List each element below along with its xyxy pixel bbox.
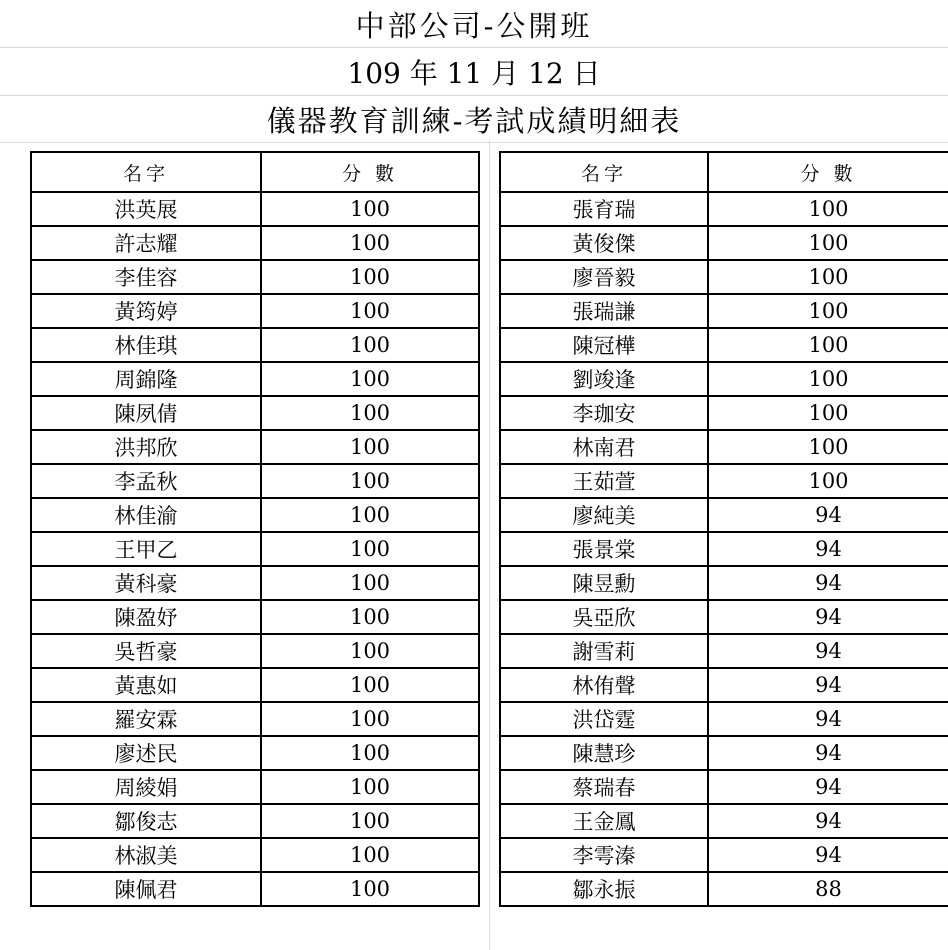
student-name-cell: 林侑聲 xyxy=(500,668,708,702)
table-row xyxy=(31,260,479,294)
table-row xyxy=(500,736,948,770)
table-row xyxy=(31,872,479,906)
date-line: 109 年 11 月 12 日 xyxy=(347,57,601,90)
student-name-cell: 黃科豪 xyxy=(31,566,261,600)
table-row xyxy=(500,702,948,736)
score-cell: 94 xyxy=(708,838,948,872)
student-name-cell: 黃惠如 xyxy=(31,668,261,702)
student-name-cell: 張瑞謙 xyxy=(500,294,708,328)
score-cell: 100 xyxy=(708,260,948,294)
score-cell: 94 xyxy=(708,498,948,532)
student-name-cell: 李孟秋 xyxy=(31,464,261,498)
student-name-cell: 林佳渝 xyxy=(31,498,261,532)
score-cell: 94 xyxy=(708,532,948,566)
score-cell: 100 xyxy=(708,362,948,396)
table-row xyxy=(31,464,479,498)
student-name-cell: 王茹萱 xyxy=(500,464,708,498)
student-name-cell: 廖晉毅 xyxy=(500,260,708,294)
student-name-cell: 李佳容 xyxy=(31,260,261,294)
score-cell: 100 xyxy=(708,430,948,464)
table-row xyxy=(31,532,479,566)
student-name-cell: 林南君 xyxy=(500,430,708,464)
table-row xyxy=(500,362,948,396)
score-cell: 100 xyxy=(708,328,948,362)
score-cell: 100 xyxy=(261,328,479,362)
table-row xyxy=(500,294,948,328)
score-cell: 94 xyxy=(708,600,948,634)
table-row xyxy=(31,498,479,532)
score-cell: 100 xyxy=(261,192,479,226)
student-name-cell: 許志耀 xyxy=(31,226,261,260)
student-name-cell: 林淑美 xyxy=(31,838,261,872)
score-cell: 100 xyxy=(708,396,948,430)
table-row xyxy=(31,736,479,770)
score-cell: 94 xyxy=(708,736,948,770)
table-row xyxy=(500,328,948,362)
score-cell: 94 xyxy=(708,804,948,838)
score-cell: 100 xyxy=(708,192,948,226)
table-header-row xyxy=(31,152,479,192)
table-row xyxy=(500,464,948,498)
table-row xyxy=(500,804,948,838)
student-name-cell: 王金鳳 xyxy=(500,804,708,838)
student-name-cell: 周綾娟 xyxy=(31,770,261,804)
student-name-cell: 周錦隆 xyxy=(31,362,261,396)
table-row xyxy=(31,804,479,838)
student-name-cell: 陳慧珍 xyxy=(500,736,708,770)
student-name-cell: 張育瑞 xyxy=(500,192,708,226)
table-row xyxy=(31,192,479,226)
table-row xyxy=(500,226,948,260)
student-name-cell: 黃俊傑 xyxy=(500,226,708,260)
score-cell: 100 xyxy=(261,566,479,600)
student-name-cell: 洪岱霆 xyxy=(500,702,708,736)
score-cell: 94 xyxy=(708,702,948,736)
score-cell: 94 xyxy=(708,634,948,668)
student-name-cell: 鄒永振 xyxy=(500,872,708,906)
student-name-cell: 劉竣逢 xyxy=(500,362,708,396)
table-row xyxy=(500,260,948,294)
score-column-header: 分 數 xyxy=(261,152,479,192)
score-cell: 100 xyxy=(261,736,479,770)
score-cell: 100 xyxy=(261,872,479,906)
score-cell: 100 xyxy=(261,396,479,430)
student-name-cell: 洪邦欣 xyxy=(31,430,261,464)
student-name-cell: 陳夙倩 xyxy=(31,396,261,430)
score-cell: 100 xyxy=(261,702,479,736)
table-row xyxy=(500,430,948,464)
score-cell: 100 xyxy=(261,770,479,804)
table-row xyxy=(500,600,948,634)
table-row xyxy=(500,532,948,566)
table-header-row xyxy=(500,152,948,192)
student-name-cell: 陳昱勳 xyxy=(500,566,708,600)
table-row xyxy=(31,294,479,328)
table-row xyxy=(31,362,479,396)
table-row xyxy=(500,770,948,804)
name-column-header: 名字 xyxy=(31,152,261,192)
student-name-cell: 鄒俊志 xyxy=(31,804,261,838)
table-row xyxy=(500,838,948,872)
student-name-cell: 陳佩君 xyxy=(31,872,261,906)
score-cell: 100 xyxy=(261,464,479,498)
student-name-cell: 廖述民 xyxy=(31,736,261,770)
score-table-right xyxy=(499,151,948,907)
table-row xyxy=(31,600,479,634)
table-row xyxy=(31,566,479,600)
score-cell: 100 xyxy=(261,838,479,872)
score-cell: 100 xyxy=(261,294,479,328)
score-cell: 100 xyxy=(708,464,948,498)
company-title: 中部公司-公開班 xyxy=(355,9,593,43)
table-row xyxy=(31,226,479,260)
student-name-cell: 吳哲豪 xyxy=(31,634,261,668)
score-cell: 94 xyxy=(708,566,948,600)
score-cell: 100 xyxy=(261,226,479,260)
table-row xyxy=(500,872,948,906)
table-row xyxy=(500,192,948,226)
student-name-cell: 李雩溱 xyxy=(500,838,708,872)
score-cell: 100 xyxy=(261,634,479,668)
student-name-cell: 蔡瑞春 xyxy=(500,770,708,804)
score-cell: 100 xyxy=(261,260,479,294)
table-row xyxy=(31,668,479,702)
score-cell: 100 xyxy=(261,600,479,634)
table-row xyxy=(31,838,479,872)
student-name-cell: 陳冠樺 xyxy=(500,328,708,362)
table-row xyxy=(31,328,479,362)
report-subtitle: 儀器教育訓練-考試成績明細表 xyxy=(266,104,682,138)
gridline xyxy=(489,140,490,950)
score-cell: 100 xyxy=(261,668,479,702)
score-cell: 100 xyxy=(708,294,948,328)
score-cell: 100 xyxy=(261,362,479,396)
student-name-cell: 謝雪莉 xyxy=(500,634,708,668)
table-row xyxy=(500,668,948,702)
name-column-header: 名字 xyxy=(500,152,708,192)
score-cell: 94 xyxy=(708,770,948,804)
score-cell: 100 xyxy=(261,430,479,464)
score-cell: 100 xyxy=(708,226,948,260)
score-cell: 100 xyxy=(261,804,479,838)
student-name-cell: 林佳琪 xyxy=(31,328,261,362)
table-row xyxy=(31,770,479,804)
student-name-cell: 羅安霖 xyxy=(31,702,261,736)
table-row xyxy=(31,396,479,430)
table-row xyxy=(500,396,948,430)
table-row xyxy=(500,634,948,668)
table-row xyxy=(31,430,479,464)
table-row xyxy=(31,634,479,668)
table-row xyxy=(31,702,479,736)
score-cell: 100 xyxy=(261,532,479,566)
student-name-cell: 陳盈妤 xyxy=(31,600,261,634)
student-name-cell: 廖純美 xyxy=(500,498,708,532)
student-name-cell: 吳亞欣 xyxy=(500,600,708,634)
score-cell: 100 xyxy=(261,498,479,532)
student-name-cell: 李珈安 xyxy=(500,396,708,430)
score-cell: 88 xyxy=(708,872,948,906)
score-cell: 94 xyxy=(708,668,948,702)
student-name-cell: 洪英展 xyxy=(31,192,261,226)
score-column-header: 分 數 xyxy=(708,152,948,192)
table-row xyxy=(500,566,948,600)
table-row xyxy=(500,498,948,532)
student-name-cell: 黃筠婷 xyxy=(31,294,261,328)
score-table-left xyxy=(30,151,480,907)
student-name-cell: 王甲乙 xyxy=(31,532,261,566)
student-name-cell: 張景棠 xyxy=(500,532,708,566)
